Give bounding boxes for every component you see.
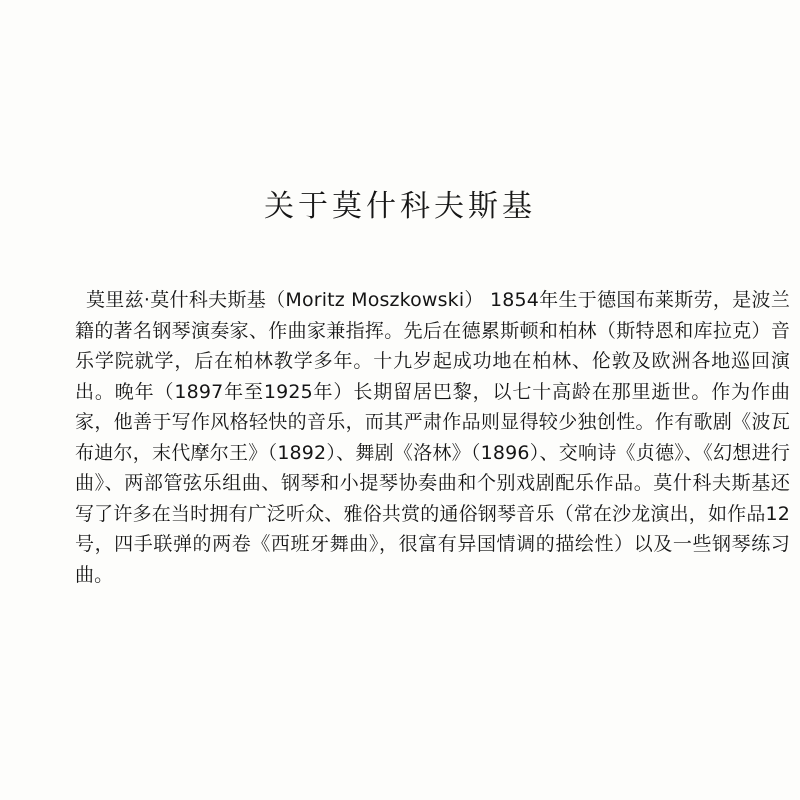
body-paragraph: 莫里兹·莫什科夫斯基（Moritz Moszkowski） 1854年生于德国布莱斯劳，是波兰籍的著名钢琴演奏家、作曲家兼指挥。先后在德累斯顿和柏林（斯特恩和库拉克）音乐学院就学，后在柏林教学多年。十九岁起成功地在柏林、伦敦及欧洲各地巡回演出。晚年（1897年至1925年）长期留居巴黎，以七十高龄在那里逝世。作为作曲家，他善于写作风格轻快的音乐，而其严肃作品则显得较少独创性。作有歌剧《波瓦布迪尔，末代摩尔王》（1892）、舞剧《洛林》（1896）、交响诗《贞德》、《幻想进行曲》、两部管弦乐组曲、钢琴和小提琴协奏曲和个别戏剧配乐作品。莫什科夫斯基还写了许多在当时拥有广泛听众、雅俗共赏的通俗钢琴音乐（常在沙龙演出，如作品12号，四手联弹的两卷《西班牙舞曲》，很富有异国情调的描绘性）以及一些钢琴练习曲。 <box>75 289 790 586</box>
page-title: 关于莫什科夫斯基 <box>264 189 536 224</box>
